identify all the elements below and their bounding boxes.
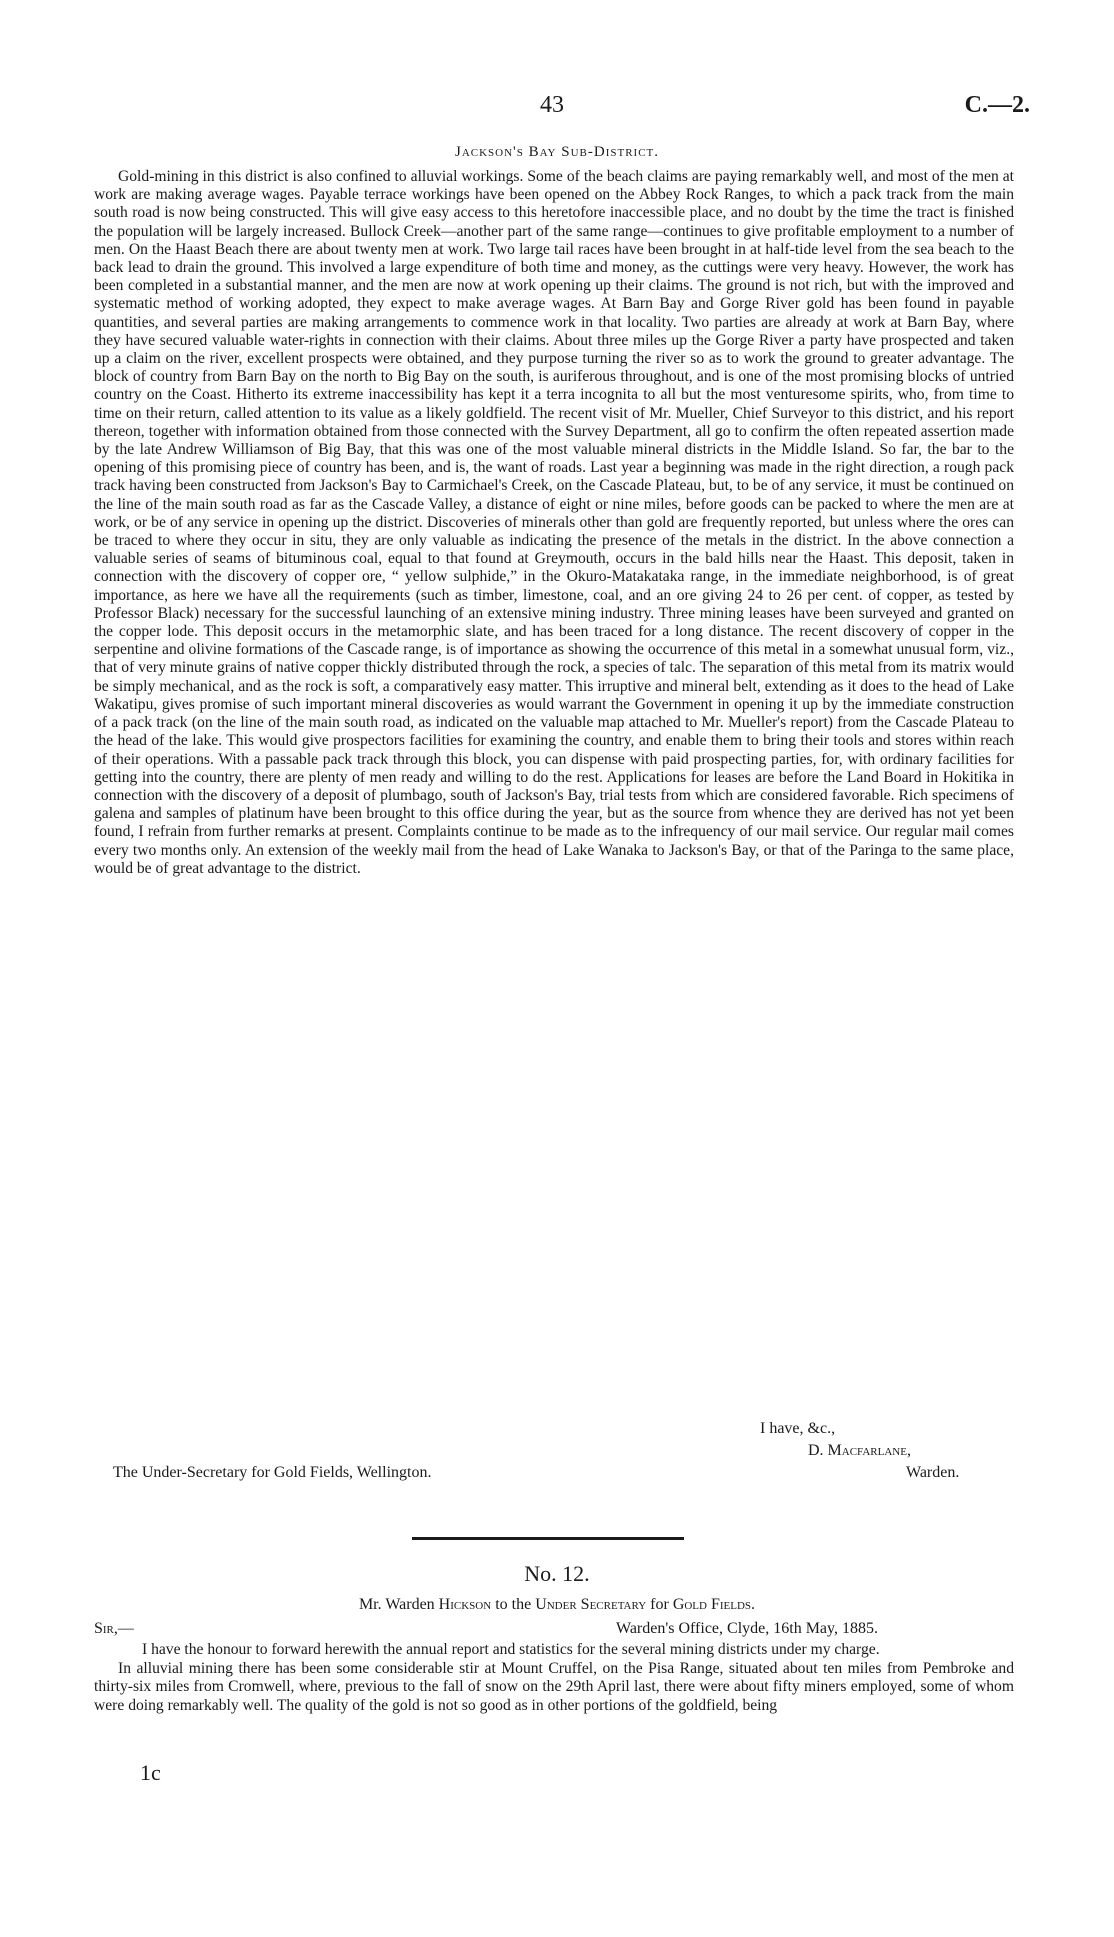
letter-paragraph-2: In alluvial mining there has been some considerable stir at Mount Cruffel, on the Pisa Range, situated about ten miles from Pembroke and thirty-six miles from Cromwell, where, previous to the fall of snow on the 29th April last, there were about fifty miners employed, some of whom were doing remarkably well. The quality of the gold is not so good as in other portions of the goldfield, being (94, 1659, 1014, 1714)
addressee-line: The Under-Secretary for Gold Fields, Wellington. (113, 1464, 432, 1481)
letter-body (94, 1641, 1014, 1715)
signature-block (0, 1420, 1114, 1510)
closing-line: I have, &c., (760, 1420, 836, 1437)
heading-to: Under Secretary (535, 1596, 647, 1613)
series-code: C.—2. (964, 92, 1030, 118)
heading-from: Hickson (438, 1596, 492, 1613)
signatory-name: D. Macfarlane, (808, 1442, 911, 1459)
report-paragraph: Gold-mining in this district is also confined to alluvial workings. Some of the beach claims are paying remarkably well, and most of the men at work are making average wages. Payable terrace workings have been opened on the Abbey Rock Ranges, to which a pack track from the main south road is now being constructed. This will give easy access to this heretofore inaccessible place, and no doubt by the time the tract is finished the population will be largely increased. Bullock Creek—another part of the same range—continues to give profitable employment to a number of men. On the Haast Beach there are about twenty men at work. Two large tail races have been brought in at half-tide level from the sea beach to the back lead to drain the ground. This involved a large expenditure of both time and money, as the cuttings were very heavy. However, the work has been completed in a substantial manner, and the men are now at work opening up their claims. The ground is not rich, but with the improved and systematic method of working adopted, they expect to make average wages. At Barn Bay and Gorge River gold has been found in payable quantities, and several parties are making arrangements to commence work in that locality. Two parties are already at work at Barn Bay, where they have secured valuable water-rights in connection with their claims. About three miles up the Gorge River a party have prospected and taken up a claim on the river, excellent prospects were obtained, and they purpose turning the river so as to work the ground to greater advantage. The block of country from Barn Bay on the north to Big Bay on the south, is auriferous throughout, and is one of the most promising blocks of untried country on the Coast. Hitherto its extreme inaccessibility has kept it a terra incognita to all but the most venturesome spirits, who, from time to time on their return, called attention to its value as a likely goldfield. The recent visit of Mr. Mueller, Chief Surveyor to this district, and his report thereon, together with information obtained from those connected with the Survey Department, all go to confirm the often repeated assertion made by the late Andrew Williamson of Big Bay, that this was one of the most valuable mineral districts in the Middle Island. So far, the bar to the opening of this promising piece of country has been, and is, the want of roads. Last year a beginning was made in the right direction, a rough pack track having been constructed from Jackson's Bay to Carmichael's Creek, on the Cascade Plateau, but, to be of any service, it must be continued on the line of the main south road as far as the Cascade Valley, a distance of eight or nine miles, before goods can be packed to where the men are at work, or be of any service in opening up the district. Discoveries of minerals other than gold are frequently reported, but unless where the ores can be traced to where they occur in situ, they are only valuable as indicating the presence of the metals in the district. In the above connection a valuable series of seams of bituminous coal, equal to that found at Greymouth, occurs in the bald hills near the Haast. This deposit, taken in connection with the discovery of copper ore, “ yellow sulphide,” in the Okuro-Matakataka range, in the immediate neighborhood, is of great importance, as here we have all the requirements (such as timber, limestone, coal, and an ore giving 24 to 26 per cent. of copper, as tested by Professor Black) necessary for the successful launching of an extensive mining industry. Three mining leases have been surveyed and granted on the copper lode. This deposit occurs in the metamorphic slate, and has been traced for a long distance. The recent discovery of copper in the serpentine and olivine formations of the Cascade range, is of importance as showing the occurrence of this metal in a somewhat unusual form, viz., that of very minute grains of native copper thickly distributed through the rock, a species of talc. The separation of this metal from its matrix would be simply mechanical, and as the rock is soft, a comparatively easy matter. This irruptive and mineral belt, extending as it does to the head of Lake Wakatipu, gives promise of such important mineral discoveries as would warrant the Government in opening it up by the immediate construction of a pack track (on the line of the main south road, as indicated on the valuable map attached to Mr. Mueller's report) from the Cascade Plateau to the head of the lake. This would give prospectors facilities for examining the country, and enable them to bring their tools and stores within reach of their operations. With a passable pack track through this block, you can dispense with paid prospecting parties, for, with ordinary facilities for getting into the country, there are plenty of men ready and willing to do the rest. Applications for leases are before the Land Board in Hokitika in connection with the discovery of a deposit of plumbago, south of Jackson's Bay, trial tests from which are considered favorable. Rich specimens of galena and samples of platinum have been brought to this office during the year, but as the source from whence they are derived has not yet been found, I refrain from further remarks at present. Complaints continue to be made as to the infrequency of our mail service. Our regular mail comes every two months only. An extension of the weekly mail from the head of Lake Wanaka to Jackson's Bay, or that of the Paringa to the same place, would be of great advantage to the district. (94, 168, 1014, 877)
signatory-title: Warden. (906, 1464, 960, 1481)
heading-dept: Gold Fields. (672, 1596, 756, 1613)
heading-prefix: Mr. Warden (358, 1596, 435, 1613)
page-number: 43 (540, 92, 564, 118)
signature-mark: 1c (140, 1760, 161, 1785)
report-body (94, 168, 1014, 878)
letter-paragraph-1: I have the honour to forward herewith the annual report and statistics for the several mining districts under my charge. (142, 1641, 880, 1658)
page-header (0, 92, 1114, 132)
salutation-line (94, 1620, 1014, 1642)
heading-mid: to the (495, 1596, 532, 1613)
section-title: Jackson's Bay Sub-District. (454, 144, 660, 160)
office-date: Warden's Office, Clyde, 16th May, 1885. (616, 1620, 878, 1637)
letter-heading (0, 1596, 1114, 1614)
section-divider (412, 1537, 684, 1540)
heading-for: for (650, 1596, 669, 1613)
salutation: Sir,— (94, 1620, 134, 1637)
letter-number: No. 12. (524, 1561, 590, 1586)
